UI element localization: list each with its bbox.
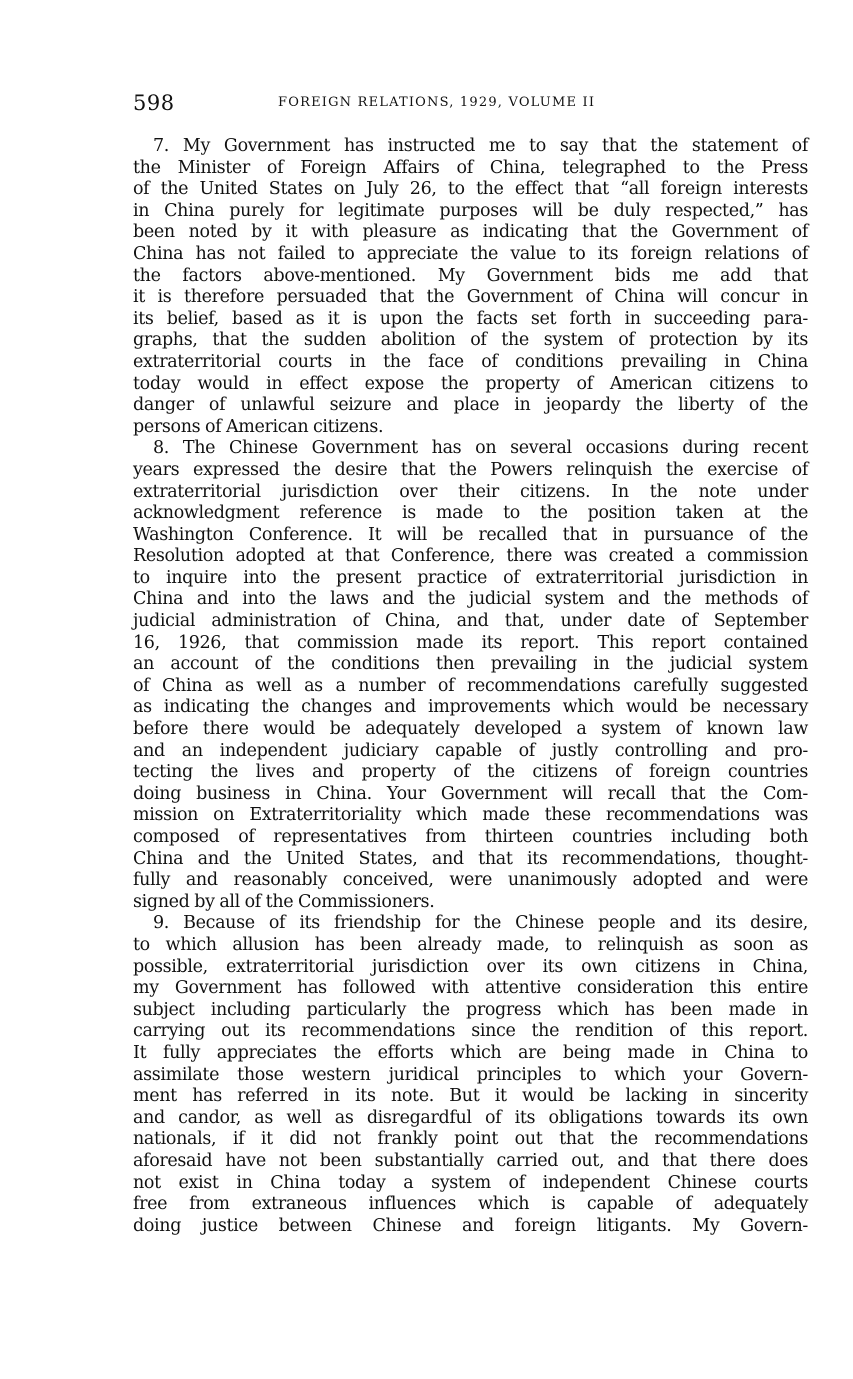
text-line: extraterritorial jurisdiction over their citizens. In the note under [133, 481, 808, 502]
text-line: persons of American citizens. [133, 416, 384, 437]
text-line: assimilate those western juridical principles to which your Govern- [133, 1064, 808, 1085]
text-line: graphs, that the sudden abolition of the system of protection by its [133, 330, 808, 351]
text-line: as indicating the changes and improvements which would be necessary [133, 697, 808, 718]
text-line: been noted by it with pleasure as indicating that the Government of [133, 222, 808, 243]
text-line: of the United States on July 26, to the effect that “all foreign interests [133, 179, 808, 200]
text-line: my Government has followed with attentive consideration this entire [133, 978, 808, 999]
text-line: doing justice between Chinese and foreign litigants. My Govern- [133, 1215, 808, 1236]
text-line: signed by all of the Commissioners. [133, 891, 435, 912]
page-header [133, 90, 808, 120]
text-line: China and into the laws and the judicial system and the methods of [133, 589, 808, 610]
text-line: it is therefore persuaded that the Government of China will concur in [133, 287, 808, 308]
text-line: today would in effect expose the property of American citizens to [133, 373, 808, 394]
text-line: not exist in China today a system of independent Chinese courts [133, 1172, 808, 1193]
text-line: its belief, based as it is upon the facts set forth in succeeding para- [133, 308, 808, 329]
paragraph-8 [133, 438, 808, 913]
text-line: in China purely for legitimate purposes will be duly respected,” has [133, 200, 808, 221]
text-line: aforesaid have not been substantially carried out, and that there does [133, 1150, 808, 1171]
body-text [133, 136, 808, 1237]
text-line: ment has referred in its note. But it would be lacking in sincerity [133, 1086, 808, 1107]
text-line: 7. My Government has instructed me to say that the statement of [153, 136, 808, 156]
text-line: Washington Conference. It will be recalled that in pursuance of the [133, 524, 808, 545]
text-line: an account of the conditions then prevailing in the judicial system [133, 654, 808, 675]
text-line: doing business in China. Your Government will recall that the Com- [133, 783, 808, 804]
text-line: acknowledgment reference is made to the position taken at the [133, 503, 808, 524]
text-line: fully and reasonably conceived, were unanimously adopted and were [133, 870, 808, 891]
text-line: 9. Because of its friendship for the Chinese people and its desire, [153, 913, 808, 934]
text-line: the factors above-mentioned. My Government bids me add that [133, 265, 808, 286]
text-line: nationals, if it did not frankly point out that the recommendations [133, 1129, 808, 1150]
text-line: to which allusion has been already made, to relinquish as soon as [133, 934, 808, 955]
text-line: China and the United States, and that its recommendations, thought- [133, 848, 808, 869]
text-line: subject including particularly the progress which has been made in [133, 999, 808, 1020]
text-line: China has not failed to appreciate the value to its foreign relations of [133, 243, 808, 264]
text-line: possible, extraterritorial jurisdiction over its own citizens in China, [133, 956, 808, 977]
text-line: carrying out its recommendations since the rendition of this report. [133, 1021, 808, 1042]
text-line: tecting the lives and property of the citizens of foreign countries [133, 762, 808, 783]
running-title: FOREIGN RELATIONS, 1929, VOLUME II [278, 95, 596, 110]
text-line: judicial administration of China, and that, under date of September [133, 611, 808, 632]
page-number: 598 [133, 91, 175, 115]
text-line: years expressed the desire that the Powers relinquish the exercise of [133, 459, 808, 480]
text-line: It fully appreciates the efforts which are being made in China to [133, 1042, 808, 1063]
paragraph-7 [133, 136, 808, 438]
text-line: extraterritorial courts in the face of conditions prevailing in China [133, 351, 808, 372]
text-line: composed of representatives from thirteen countries including both [133, 827, 808, 847]
text-line: to inquire into the present practice of extraterritorial jurisdiction in [133, 567, 808, 588]
text-line: free from extraneous influences which is capable of adequately [133, 1194, 808, 1215]
text-line: Resolution adopted at that Conference, there was created a commission [133, 546, 808, 567]
text-line: danger of unlawful seizure and place in jeopardy the liberty of the [133, 395, 808, 416]
text-line: and candor, as well as disregardful of its obligations towards its own [133, 1107, 808, 1128]
text-line: and an independent judiciary capable of justly controlling and pro- [133, 740, 808, 761]
text-line: 8. The Chinese Government has on several occasions during recent [153, 438, 808, 459]
text-line: mission on Extraterritoriality which made these recommendations was [133, 805, 808, 826]
text-line: before there would be adequately developed a system of known law [133, 719, 808, 740]
text-line: 16, 1926, that commission made its report. This report contained [133, 632, 808, 653]
paragraph-9 [133, 913, 808, 1237]
text-line: the Minister of Foreign Affairs of China, telegraphed to the Press [133, 157, 808, 178]
text-line: of China as well as a number of recommendations carefully suggested [133, 675, 808, 696]
